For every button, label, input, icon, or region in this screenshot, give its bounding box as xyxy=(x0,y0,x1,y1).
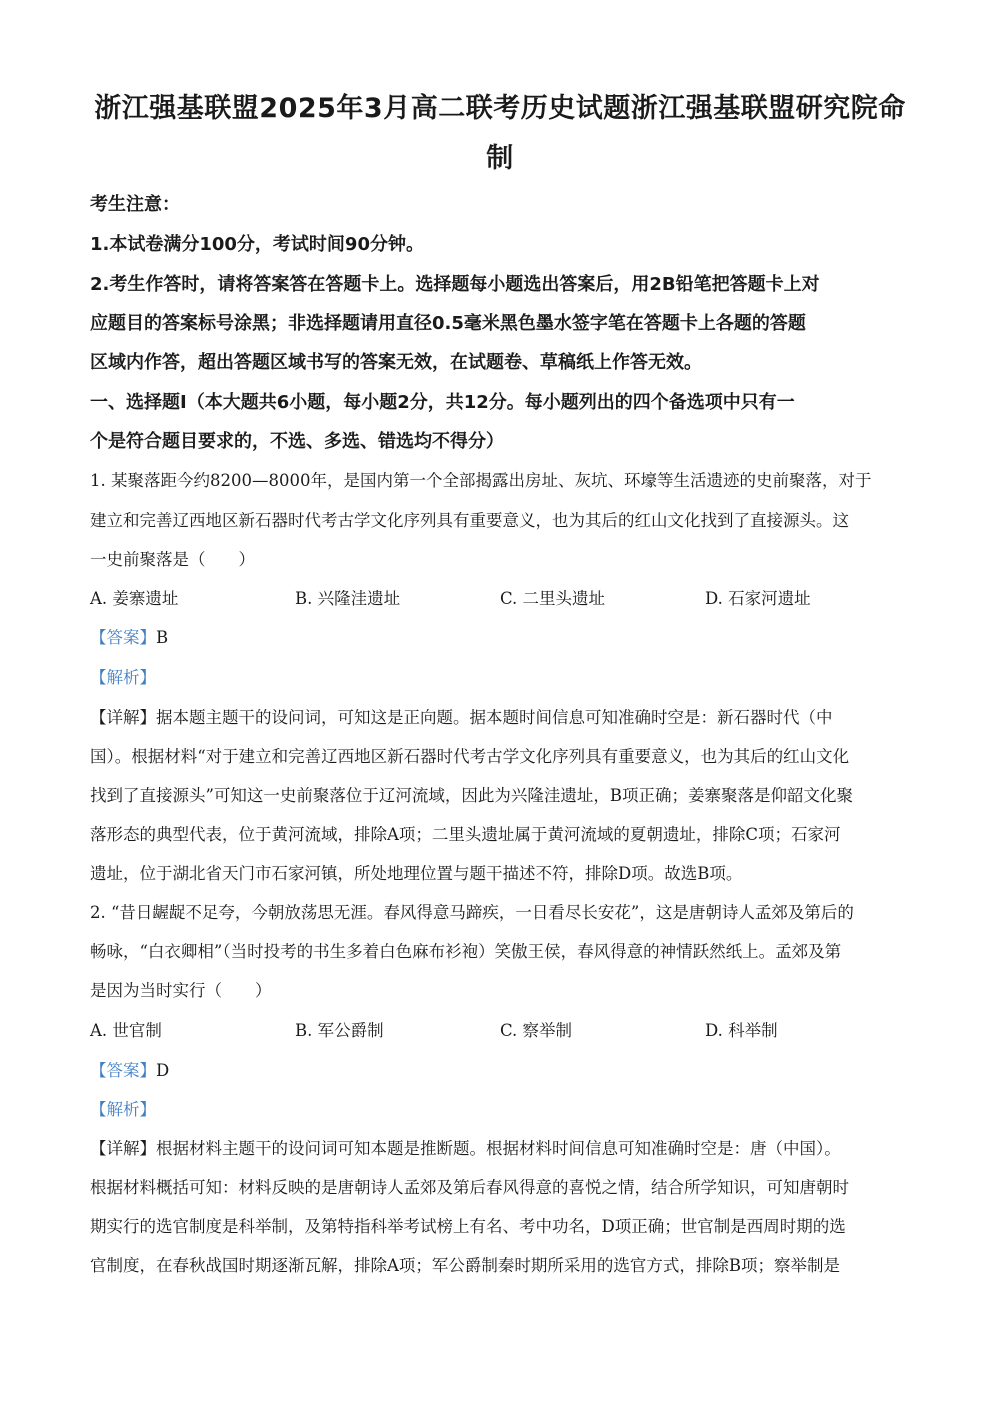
detail-text: 据本题主题干的设问词，可知这是正向题。据本题时间信息可知准确时空是：新石器时代（中 xyxy=(156,708,833,727)
section-heading-line: 一、选择题Ⅰ（本大题共6小题，每小题2分，共12分。每小题列出的四个备选项中只有一 xyxy=(90,392,795,413)
answer-value: D xyxy=(156,1061,170,1080)
q1-stem-line: 建立和完善辽西地区新石器时代考古学文化序列具有重要意义，也为其后的红山文化找到了直接源头。这 xyxy=(90,511,849,530)
notice-item-2-line: 2.考生作答时，请将答案答在答题卡上。选择题每小题选出答案后，用2B铅笔把答题卡上对 xyxy=(90,274,820,295)
detail-text: 根据材料主题干的设问词可知本题是推断题。根据材料时间信息可知准确时空是：唐（中国）。 xyxy=(156,1139,841,1158)
q1-option-b: B. 兴隆洼遗址 xyxy=(295,589,401,608)
q1-option-a: A. 姜寨遗址 xyxy=(90,589,179,608)
q2-detail-line xyxy=(90,1135,841,1159)
q1-stem-line: 1. 某聚落距今约8200—8000年，是国内第一个全部揭露出房址、灰坑、环壕等生活遗迹的史前聚落，对于 xyxy=(90,471,872,490)
q2-option-a: A. 世官制 xyxy=(90,1021,162,1040)
q1-detail-line: 落形态的典型代表，位于黄河流域，排除A项；二里头遗址属于黄河流域的夏朝遗址，排除C项；石家河 xyxy=(90,825,841,844)
answer-value: B xyxy=(156,628,169,647)
q1-option-c: C. 二里头遗址 xyxy=(500,589,606,608)
answer-tag: 【答案】 xyxy=(90,628,156,647)
q1-detail-line: 找到了直接源头”可知这一史前聚落位于辽河流域，因此为兴隆洼遗址，B项正确；姜寨聚落是仰韶文化聚 xyxy=(90,786,854,805)
q2-detail-line: 根据材料概括可知：材料反映的是唐朝诗人孟郊及第后春风得意的喜悦之情，结合所学知识，可知唐朝时 xyxy=(90,1178,849,1197)
q1-analysis-tag: 【解析】 xyxy=(90,668,156,687)
notice-item-2-line: 应题目的答案标号涂黑；非选择题请用直径0.5毫米黑色墨水签字笔在答题卡上各题的答题 xyxy=(90,313,806,334)
q2-stem-line: 畅咏，“白衣卿相”（当时投考的书生多着白色麻布衫袍）笑傲王侯，春风得意的神情跃然纸上。孟郊及第 xyxy=(90,942,842,961)
q1-option-d: D. 石家河遗址 xyxy=(705,589,811,608)
page-title: 浙江强基联盟2025年3月高二联考历史试题浙江强基联盟研究院命制 xyxy=(94,93,906,174)
q2-option-d: D. 科举制 xyxy=(705,1021,778,1040)
notice-heading: 考生注意： xyxy=(90,194,180,215)
q2-stem-line: 2. “昔日龌龊不足夸，今朝放荡思无涯。春风得意马蹄疾，一日看尽长安花”，这是唐朝诗人孟郊及第后的 xyxy=(90,903,854,922)
q1-detail-line: 遗址，位于湖北省天门市石家河镇，所处地理位置与题干描述不符，排除D项。故选B项。 xyxy=(90,864,743,883)
q2-option-c: C. 察举制 xyxy=(500,1021,573,1040)
q2-detail-line: 官制度，在春秋战国时期逐渐瓦解，排除A项；军公爵制秦时期所采用的选官方式，排除B项；察举制是 xyxy=(90,1256,841,1275)
detail-tag: 【详解】 xyxy=(90,708,156,727)
notice-item-1: 1.本试卷满分100分，考试时间90分钟。 xyxy=(90,234,424,255)
q2-detail-line: 期实行的选官制度是科举制，及第特指科举考试榜上有名、考中功名，D项正确；世官制是西周时期的选 xyxy=(90,1217,846,1236)
section-heading-line: 个是符合题目要求的，不选、多选、错选均不得分） xyxy=(90,431,504,452)
answer-tag: 【答案】 xyxy=(90,1061,156,1080)
notice-item-2-line: 区域内作答，超出答题区域书写的答案无效，在试题卷、草稿纸上作答无效。 xyxy=(90,352,702,373)
q1-answer xyxy=(90,624,168,648)
q2-stem-line: 是因为当时实行（ ） xyxy=(90,981,272,1000)
q2-analysis-tag: 【解析】 xyxy=(90,1100,156,1119)
q1-stem-line: 一史前聚落是（ ） xyxy=(90,550,255,569)
detail-tag: 【详解】 xyxy=(90,1139,156,1158)
q2-answer xyxy=(90,1057,169,1081)
q1-detail-line: 国）。根据材料“对于建立和完善辽西地区新石器时代考古学文化序列具有重要意义，也为其后的红山文化 xyxy=(90,747,850,766)
q1-detail-line xyxy=(90,704,833,728)
q2-option-b: B. 军公爵制 xyxy=(295,1021,384,1040)
